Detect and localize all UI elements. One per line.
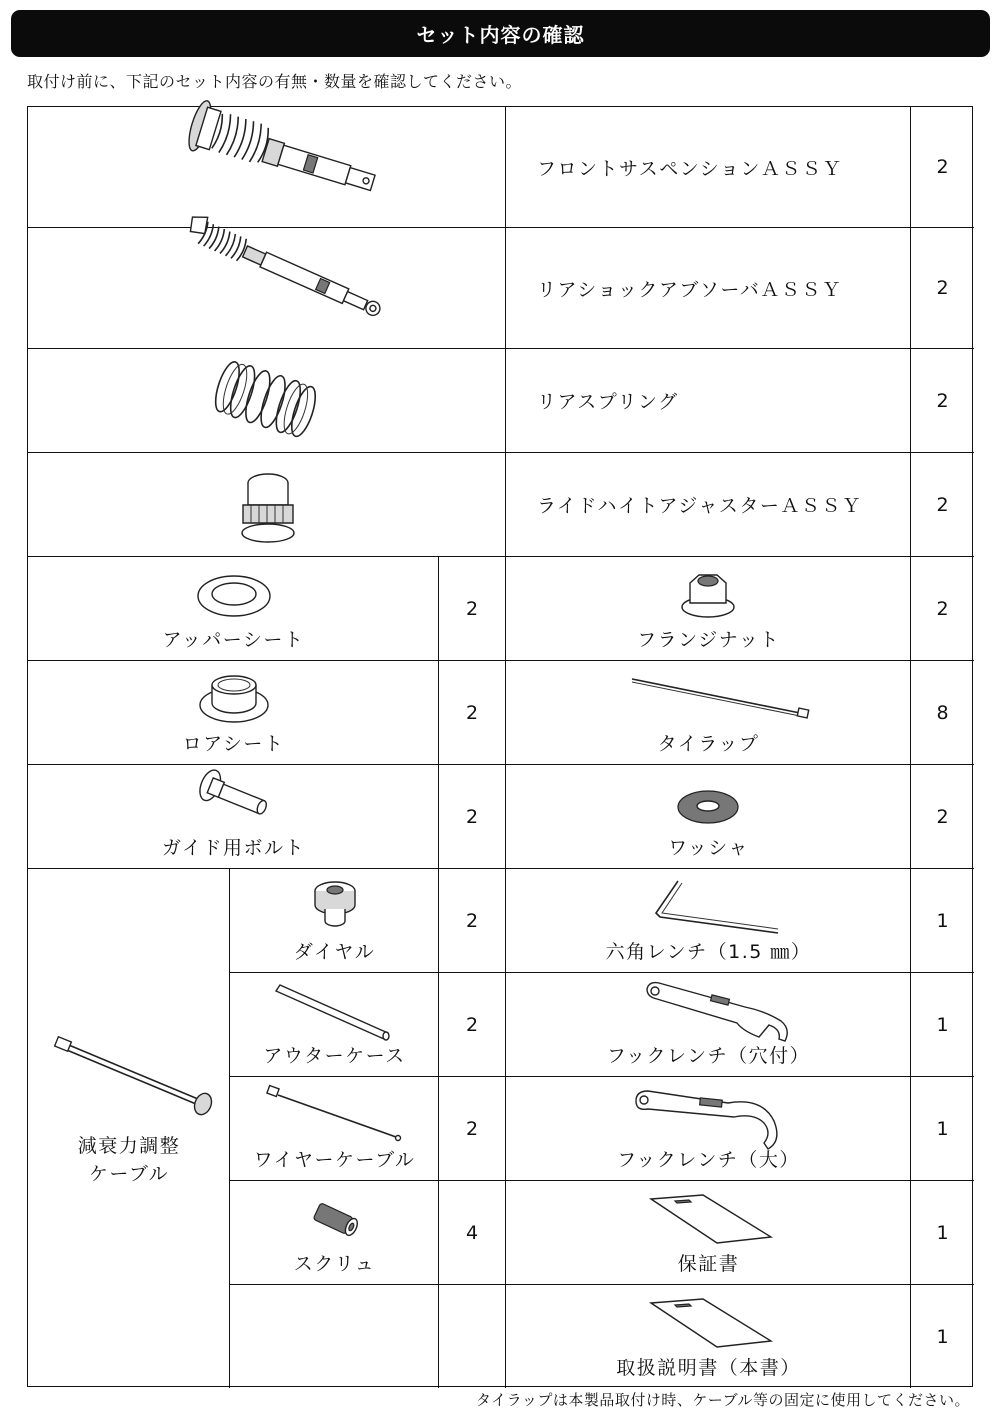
item-name-outer-case: アウターケース	[263, 1045, 406, 1067]
item-name-instruction-manual: 取扱説明書（本書）	[616, 1357, 801, 1379]
item-name-hook-wrench-large: フックレンチ（大）	[617, 1149, 800, 1171]
qty-rear-spring: 2	[911, 349, 974, 453]
qty-cable-tie: 8	[911, 661, 974, 765]
washer-icon	[673, 785, 743, 829]
qty-warranty: 1	[911, 1181, 974, 1285]
qty-lower-seat: 2	[439, 661, 506, 765]
cell-hex-wrench	[506, 869, 911, 973]
group-label-line1: 減衰力調整	[77, 1135, 181, 1157]
hook-wrench-holed-icon	[641, 977, 801, 1047]
warranty-document-icon	[631, 1189, 781, 1249]
dial-icon	[305, 877, 365, 937]
item-name-dial: ダイヤル	[293, 941, 376, 963]
qty-rear-shock: 2	[911, 228, 974, 349]
contents-table	[27, 106, 973, 1387]
rear-shock-icon	[163, 228, 393, 348]
lower-seat-icon	[194, 669, 274, 725]
qty-flange-nut: 2	[911, 557, 974, 661]
group-cell-damper-cable	[28, 869, 230, 1388]
damper-cable-icon	[48, 1029, 218, 1119]
name-cell-rear-shock	[506, 228, 911, 349]
cell-wire-cable	[230, 1077, 439, 1181]
item-name-upper-seat: アッパーシート	[162, 629, 305, 651]
qty-wire-cable: 2	[439, 1077, 506, 1181]
item-name-wire-cable: ワイヤーケーブル	[253, 1149, 416, 1171]
item-name-flange-nut: フランジナット	[637, 629, 780, 651]
cell-warranty	[506, 1181, 911, 1285]
wire-cable-icon	[266, 1083, 406, 1147]
item-name-washer: ワッシャ	[668, 837, 749, 859]
qty-outer-case: 2	[439, 973, 506, 1077]
qty-dial: 2	[439, 869, 506, 973]
cell-empty	[230, 1285, 439, 1388]
ride-height-adjuster-icon	[233, 461, 303, 551]
item-name-lower-seat: ロアシート	[182, 733, 285, 755]
name-cell-rear-spring	[506, 349, 911, 453]
cell-upper-seat	[28, 557, 439, 661]
cell-screw	[230, 1181, 439, 1285]
item-name-screw: スクリュ	[293, 1253, 376, 1275]
qty-screw: 4	[439, 1181, 506, 1285]
image-cell-front-suspension	[28, 107, 506, 228]
cell-empty-qty	[439, 1285, 506, 1388]
cell-outer-case	[230, 973, 439, 1077]
item-name-hook-wrench-holed: フックレンチ（穴付）	[606, 1045, 811, 1067]
item-name-hex-wrench: 六角レンチ（1.5 ㎜）	[605, 941, 812, 963]
flange-nut-icon	[678, 565, 738, 621]
qty-guide-bolt: 2	[439, 765, 506, 869]
image-cell-ride-height-adjuster	[28, 453, 506, 557]
guide-bolt-icon	[188, 773, 278, 829]
screw-icon	[306, 1197, 366, 1247]
upper-seat-icon	[194, 571, 274, 621]
outer-case-icon	[272, 977, 402, 1041]
hook-wrench-large-icon	[630, 1081, 790, 1151]
qty-front-suspension: 2	[911, 107, 974, 228]
rear-spring-icon	[203, 356, 333, 446]
cell-hook-wrench-large	[506, 1077, 911, 1181]
cell-washer	[506, 765, 911, 869]
cell-flange-nut	[506, 557, 911, 661]
item-name-rear-shock: リアショックアブソーバＡＳＳＹ	[537, 279, 843, 301]
name-cell-front-suspension	[506, 107, 911, 228]
name-cell-ride-height-adjuster	[506, 453, 911, 557]
qty-ride-height-adjuster: 2	[911, 453, 974, 557]
cell-hook-wrench-holed	[506, 973, 911, 1077]
front-suspension-icon	[153, 107, 393, 227]
cell-instruction-manual	[506, 1285, 911, 1388]
page-title: セット内容の確認	[11, 10, 990, 57]
cell-lower-seat	[28, 661, 439, 765]
intro-text: 取付け前に、下記のセット内容の有無・数量を確認してください。	[27, 72, 523, 91]
qty-upper-seat: 2	[439, 557, 506, 661]
item-name-warranty: 保証書	[677, 1253, 740, 1275]
item-name-rear-spring: リアスプリング	[537, 391, 679, 413]
image-cell-rear-shock	[28, 228, 506, 349]
item-name-front-suspension: フロントサスペンションＡＳＳＹ	[537, 158, 843, 180]
cell-guide-bolt	[28, 765, 439, 869]
footnote: タイラップは本製品取付け時、ケーブル等の固定に使用してください。	[475, 1391, 970, 1409]
image-cell-rear-spring	[28, 349, 506, 453]
cable-tie-icon	[628, 675, 818, 725]
item-name-cable-tie: タイラップ	[657, 733, 760, 755]
item-name-ride-height-adjuster: ライドハイトアジャスターＡＳＳＹ	[537, 495, 863, 517]
qty-hex-wrench: 1	[911, 869, 974, 973]
cell-dial	[230, 869, 439, 973]
qty-washer: 2	[911, 765, 974, 869]
cell-cable-tie	[506, 661, 911, 765]
qty-hook-wrench-holed: 1	[911, 973, 974, 1077]
qty-instruction-manual: 1	[936, 1325, 949, 1348]
item-name-guide-bolt: ガイド用ボルト	[162, 837, 305, 859]
hex-wrench-icon	[654, 877, 784, 937]
group-label-line2: ケーブル	[88, 1163, 170, 1185]
instruction-manual-icon	[631, 1293, 781, 1353]
qty-hook-wrench-large: 1	[911, 1077, 974, 1181]
